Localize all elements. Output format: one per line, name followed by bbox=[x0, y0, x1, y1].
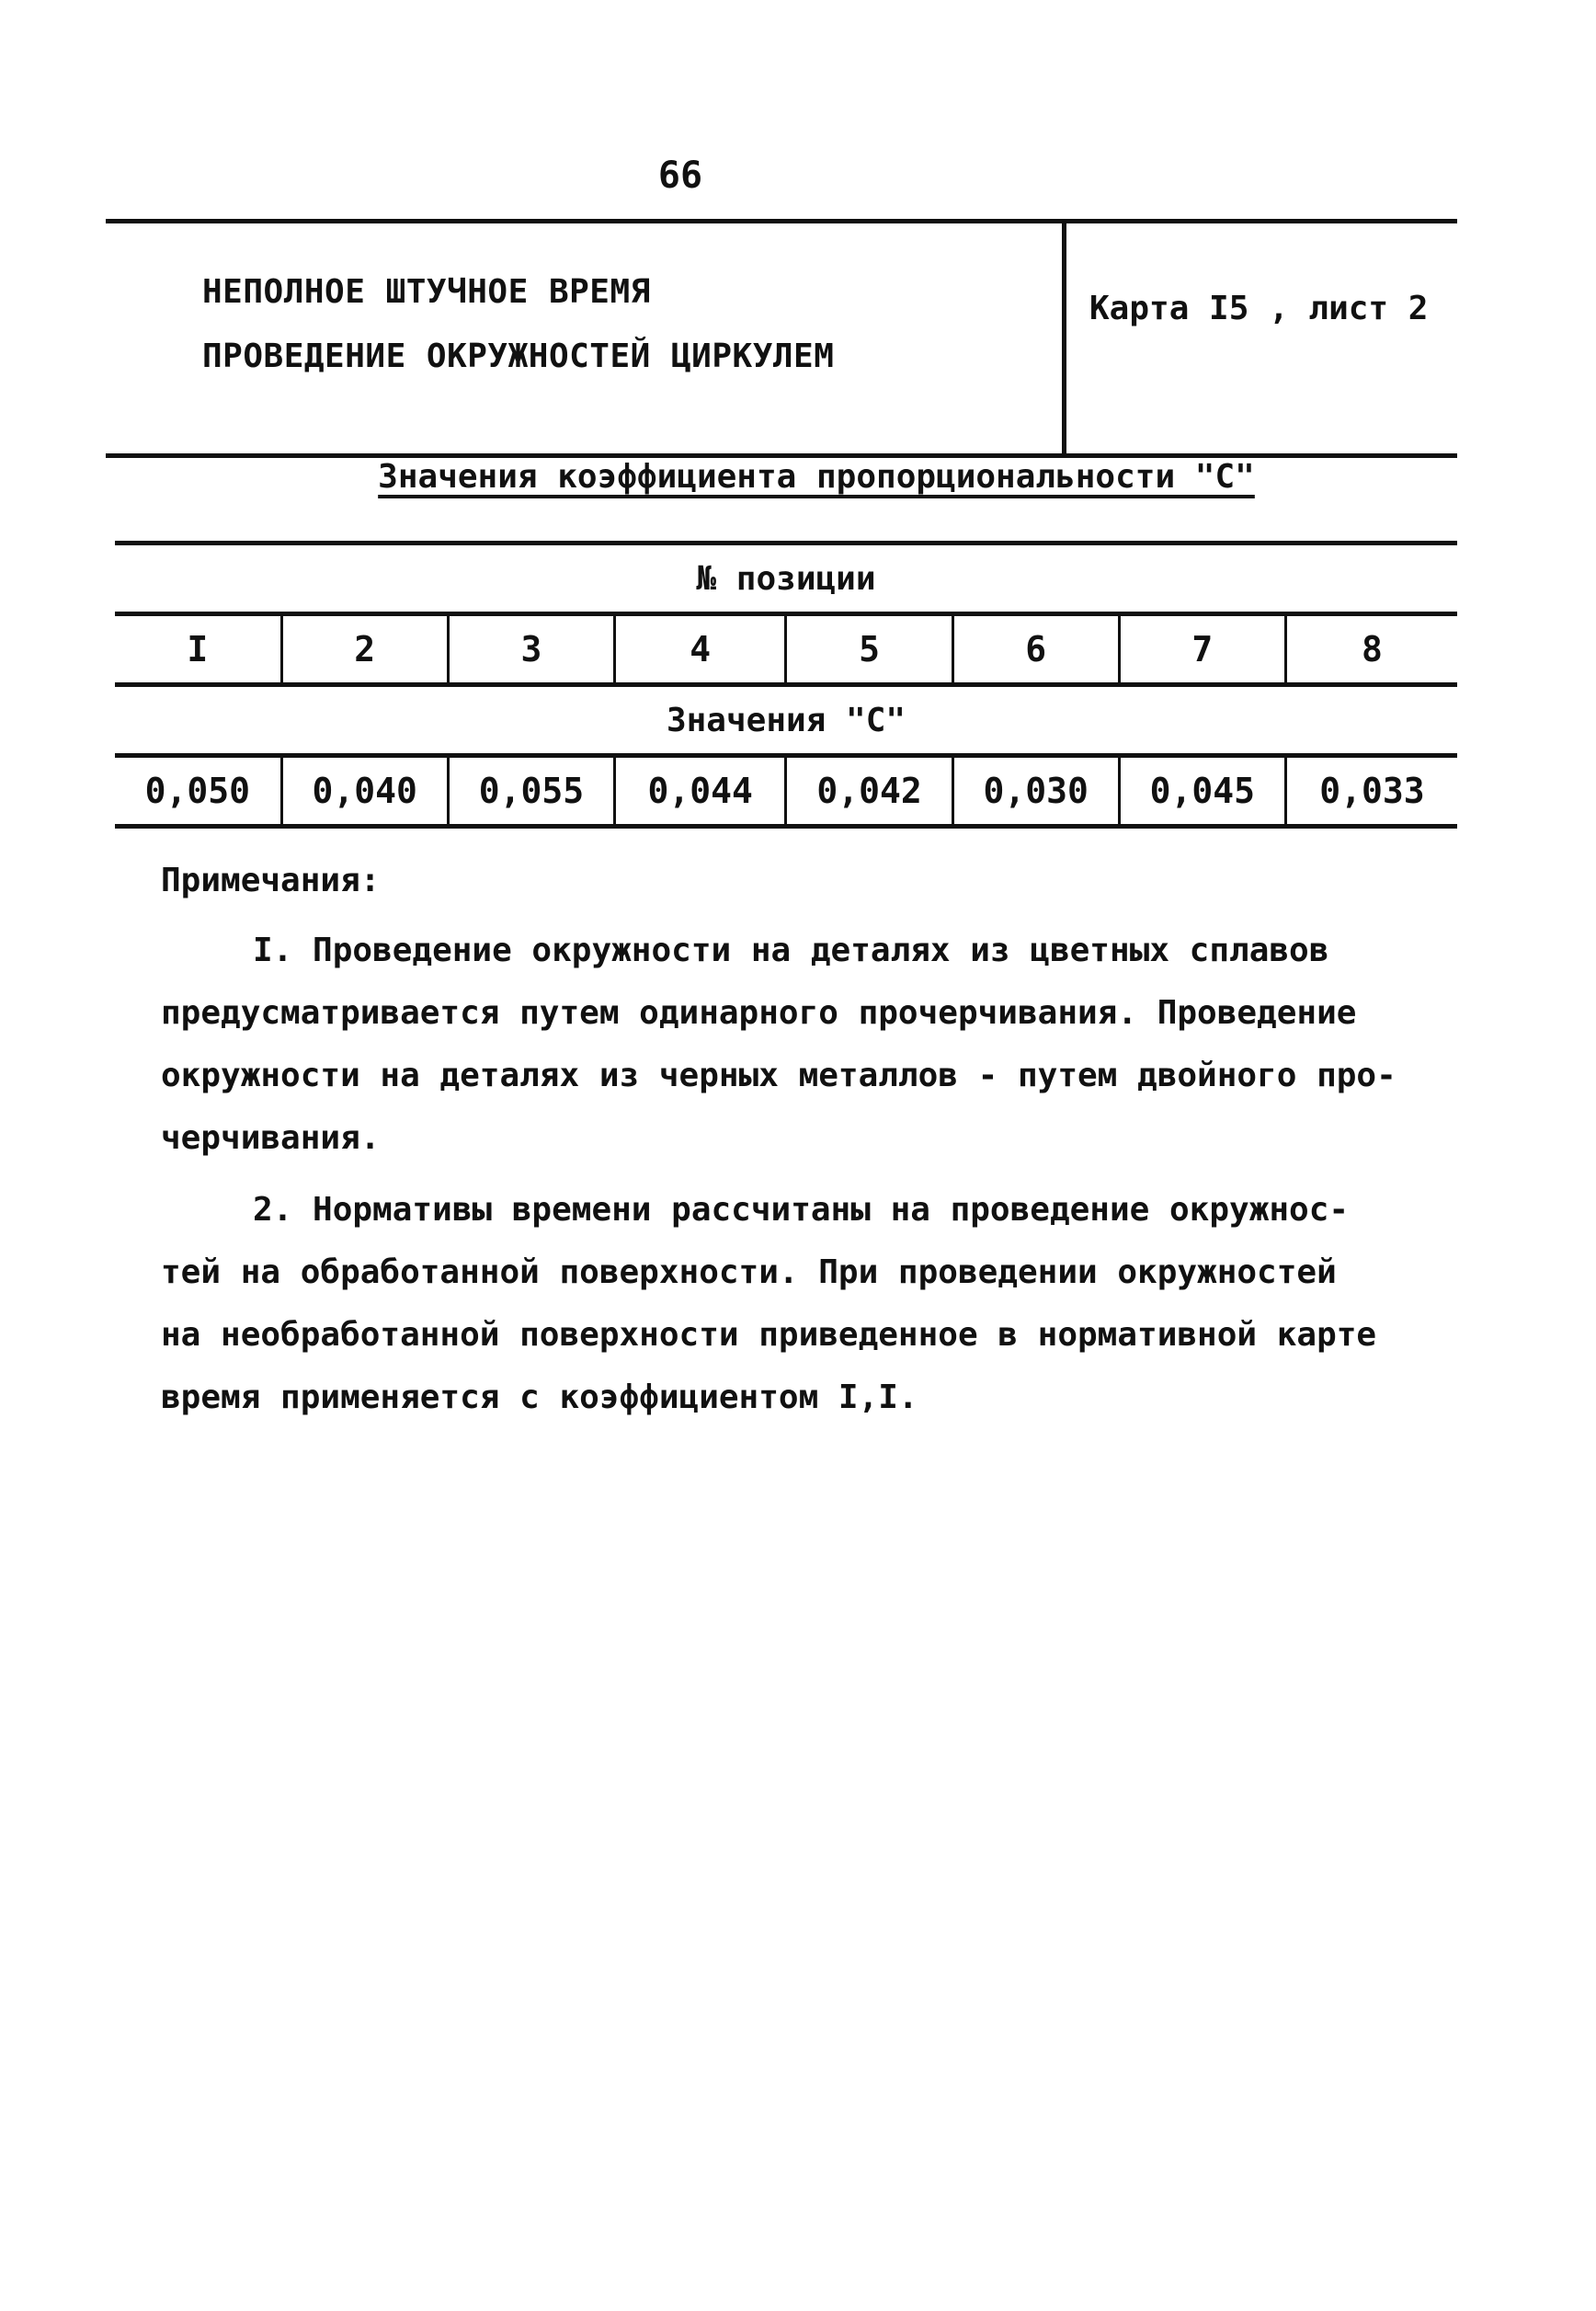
value-cell: 0,040 bbox=[281, 756, 448, 827]
position-cell: I bbox=[115, 614, 281, 685]
values-header: Значения "С" bbox=[115, 685, 1457, 756]
value-cell: 0,055 bbox=[448, 756, 614, 827]
position-cell: 5 bbox=[786, 614, 952, 685]
value-cell: 0,030 bbox=[952, 756, 1119, 827]
note-1-line: I. Проведение окружности на деталях из цветных сплавов bbox=[253, 932, 1329, 969]
positions-row bbox=[115, 614, 1457, 685]
position-cell: 4 bbox=[614, 614, 785, 685]
value-cell: 0,042 bbox=[786, 756, 952, 827]
position-cell: 2 bbox=[281, 614, 448, 685]
header-title bbox=[202, 260, 1158, 389]
value-cell: 0,033 bbox=[1285, 756, 1457, 827]
note-1-line: предусматривается путем одинарного прочерчивания. Проведение bbox=[161, 994, 1357, 1032]
notes-title: Примечания: bbox=[161, 862, 381, 899]
note-gap bbox=[161, 1170, 1448, 1179]
notes-section bbox=[161, 853, 1448, 1429]
table-caption bbox=[0, 458, 1596, 496]
values-header-row bbox=[115, 685, 1457, 756]
header-divider bbox=[1062, 223, 1066, 453]
note-1-line: черчивания. bbox=[161, 1119, 381, 1157]
header-title-line-1: НЕПОЛНОЕ ШТУЧНОЕ ВРЕМЯ bbox=[202, 273, 651, 311]
note-2-line: тей на обработанной поверхности. При проведении окружностей bbox=[161, 1253, 1337, 1291]
header-title-line-2: ПРОВЕДЕНИЕ ОКРУЖНОСТЕЙ ЦИРКУЛЕМ bbox=[202, 337, 835, 375]
value-cell: 0,045 bbox=[1119, 756, 1285, 827]
page-number: 66 bbox=[657, 154, 703, 197]
coefficient-table bbox=[115, 541, 1457, 829]
position-cell: 3 bbox=[448, 614, 614, 685]
position-cell: 7 bbox=[1119, 614, 1285, 685]
value-cell: 0,044 bbox=[614, 756, 785, 827]
card-label: Карта I5 , лист 2 bbox=[1089, 290, 1429, 327]
note-2-line: 2. Нормативы времени рассчитаны на проведение окружнос- bbox=[253, 1191, 1350, 1229]
header-box bbox=[106, 219, 1457, 458]
values-row bbox=[115, 756, 1457, 827]
position-cell: 6 bbox=[952, 614, 1119, 685]
positions-header: № позиции bbox=[115, 543, 1457, 614]
note-2-line: на необработанной поверхности приведенное в нормативной карте bbox=[161, 1316, 1377, 1354]
note-1-line: окружности на деталях из черных металлов - путем двойного про- bbox=[161, 1057, 1396, 1094]
table-caption-text: Значения коэффициента пропорциональности "С" bbox=[378, 458, 1255, 496]
position-cell: 8 bbox=[1285, 614, 1457, 685]
value-cell: 0,050 bbox=[115, 756, 281, 827]
positions-header-row bbox=[115, 543, 1457, 614]
note-2-line: время применяется с коэффициентом I,I. bbox=[161, 1379, 918, 1416]
